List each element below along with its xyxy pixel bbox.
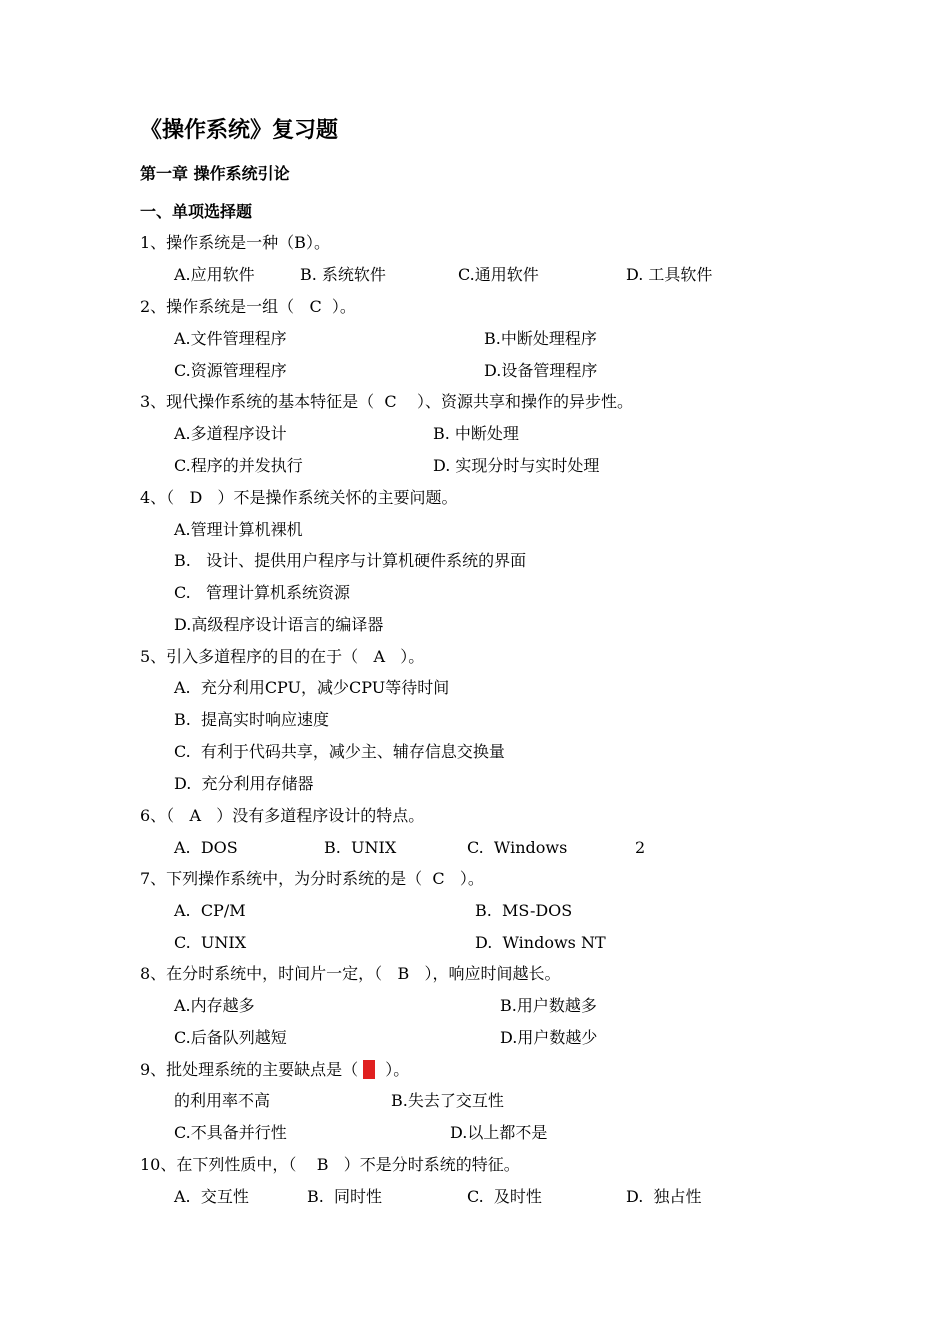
question-3-option-d: D. 实现分时与实时处理 <box>433 456 600 475</box>
question-5-option-b: B. 提高实时响应速度 <box>174 710 330 729</box>
question-5-option-a: A. 充分利用CPU，减少CPU等待时间 <box>174 678 450 697</box>
question-8-stem: 8、在分时系统中，时间片一定，（ B ），响应时间越长。 <box>140 964 561 983</box>
question-5-stem: 5、引入多道程序的目的在于（ A ）。 <box>140 647 425 666</box>
question-1-option-d: D. 工具软件 <box>626 265 713 284</box>
question-8-option-a: A.内存越多 <box>174 996 255 1015</box>
question-3-option-b: B. 中断处理 <box>433 424 519 443</box>
question-7-option-a: A. CP/M <box>174 901 246 920</box>
question-1-option-b: B. 系统软件 <box>300 265 386 284</box>
question-2-option-d: D.设备管理程序 <box>484 361 598 380</box>
question-7-option-d: D. Windows NT <box>475 933 606 952</box>
question-6-option-b: B. UNIX <box>324 838 397 857</box>
question-1-option-c: C.通用软件 <box>458 265 539 284</box>
question-2-option-c: C.资源管理程序 <box>174 361 287 380</box>
question-10-option-d: D. 独占性 <box>626 1187 702 1206</box>
question-1-stem: 1、操作系统是一种（B）。 <box>140 233 330 252</box>
question-6-option-c: C. Windows <box>467 838 568 857</box>
question-2-option-b: B.中断处理程序 <box>484 329 597 348</box>
question-10-option-b: B. 同时性 <box>307 1187 383 1206</box>
question-9-stem-suffix: ）。 <box>375 1060 410 1079</box>
question-4-option-c: C. 管理计算机系统资源 <box>174 583 351 602</box>
question-5-option-d: D. 充分利用存储器 <box>174 774 314 793</box>
question-9-option-a: 的利用率不高 <box>174 1091 271 1110</box>
question-6-stem: 6、（ A ）没有多道程序设计的特点。 <box>140 806 425 825</box>
question-3-stem: 3、现代操作系统的基本特征是（ C ）、资源共享和操作的异步性。 <box>140 392 633 411</box>
question-7-option-b: B. MS-DOS <box>475 901 573 920</box>
question-8-option-b: B.用户数越多 <box>500 996 597 1015</box>
question-9-stem <box>140 1060 409 1080</box>
question-2-option-a: A.文件管理程序 <box>174 329 287 348</box>
question-9-option-c: C.不具备并行性 <box>174 1123 287 1142</box>
section-heading: 一、单项选择题 <box>140 202 253 221</box>
question-7-option-c: C. UNIX <box>174 933 247 952</box>
question-7-stem: 7、下列操作系统中，为分时系统的是（ C ）。 <box>140 869 484 888</box>
question-4-option-d: D.高级程序设计语言的编译器 <box>174 615 384 634</box>
question-4-stem: 4、（ D ）不是操作系统关怀的主要问题。 <box>140 488 458 507</box>
question-10-stem: 10、在下列性质中，（ B ）不是分时系统的特征。 <box>140 1155 520 1174</box>
question-3-option-a: A.多道程序设计 <box>174 424 287 443</box>
question-6-option-d: 2 <box>635 838 646 857</box>
question-6-option-a: A. DOS <box>174 838 238 857</box>
question-10-option-c: C. 及时性 <box>467 1187 542 1206</box>
question-9-stem-prefix: 9、批处理系统的主要缺点是（ <box>140 1060 364 1079</box>
document-title: 《操作系统》复习题 <box>140 117 339 143</box>
question-2-stem: 2、操作系统是一组（ C ）。 <box>140 297 356 316</box>
question-5-option-c: C. 有利于代码共享，减少主、辅存信息交换量 <box>174 742 505 761</box>
question-1-option-a: A.应用软件 <box>174 265 255 284</box>
question-3-option-c: C.程序的并发执行 <box>174 456 303 475</box>
question-8-option-c: C.后备队列越短 <box>174 1028 287 1047</box>
question-8-option-d: D.用户数越少 <box>500 1028 598 1047</box>
question-4-option-a: A.管理计算机裸机 <box>174 520 303 539</box>
answer-highlight: B <box>363 1060 376 1079</box>
chapter-heading: 第一章 操作系统引论 <box>140 164 290 183</box>
question-9-option-b: B.失去了交互性 <box>391 1091 504 1110</box>
question-10-option-a: A. 交互性 <box>174 1187 249 1206</box>
question-9-option-d: D.以上都不是 <box>450 1123 548 1142</box>
question-4-option-b: B. 设计、提供用户程序与计算机硬件系统的界面 <box>174 551 527 570</box>
